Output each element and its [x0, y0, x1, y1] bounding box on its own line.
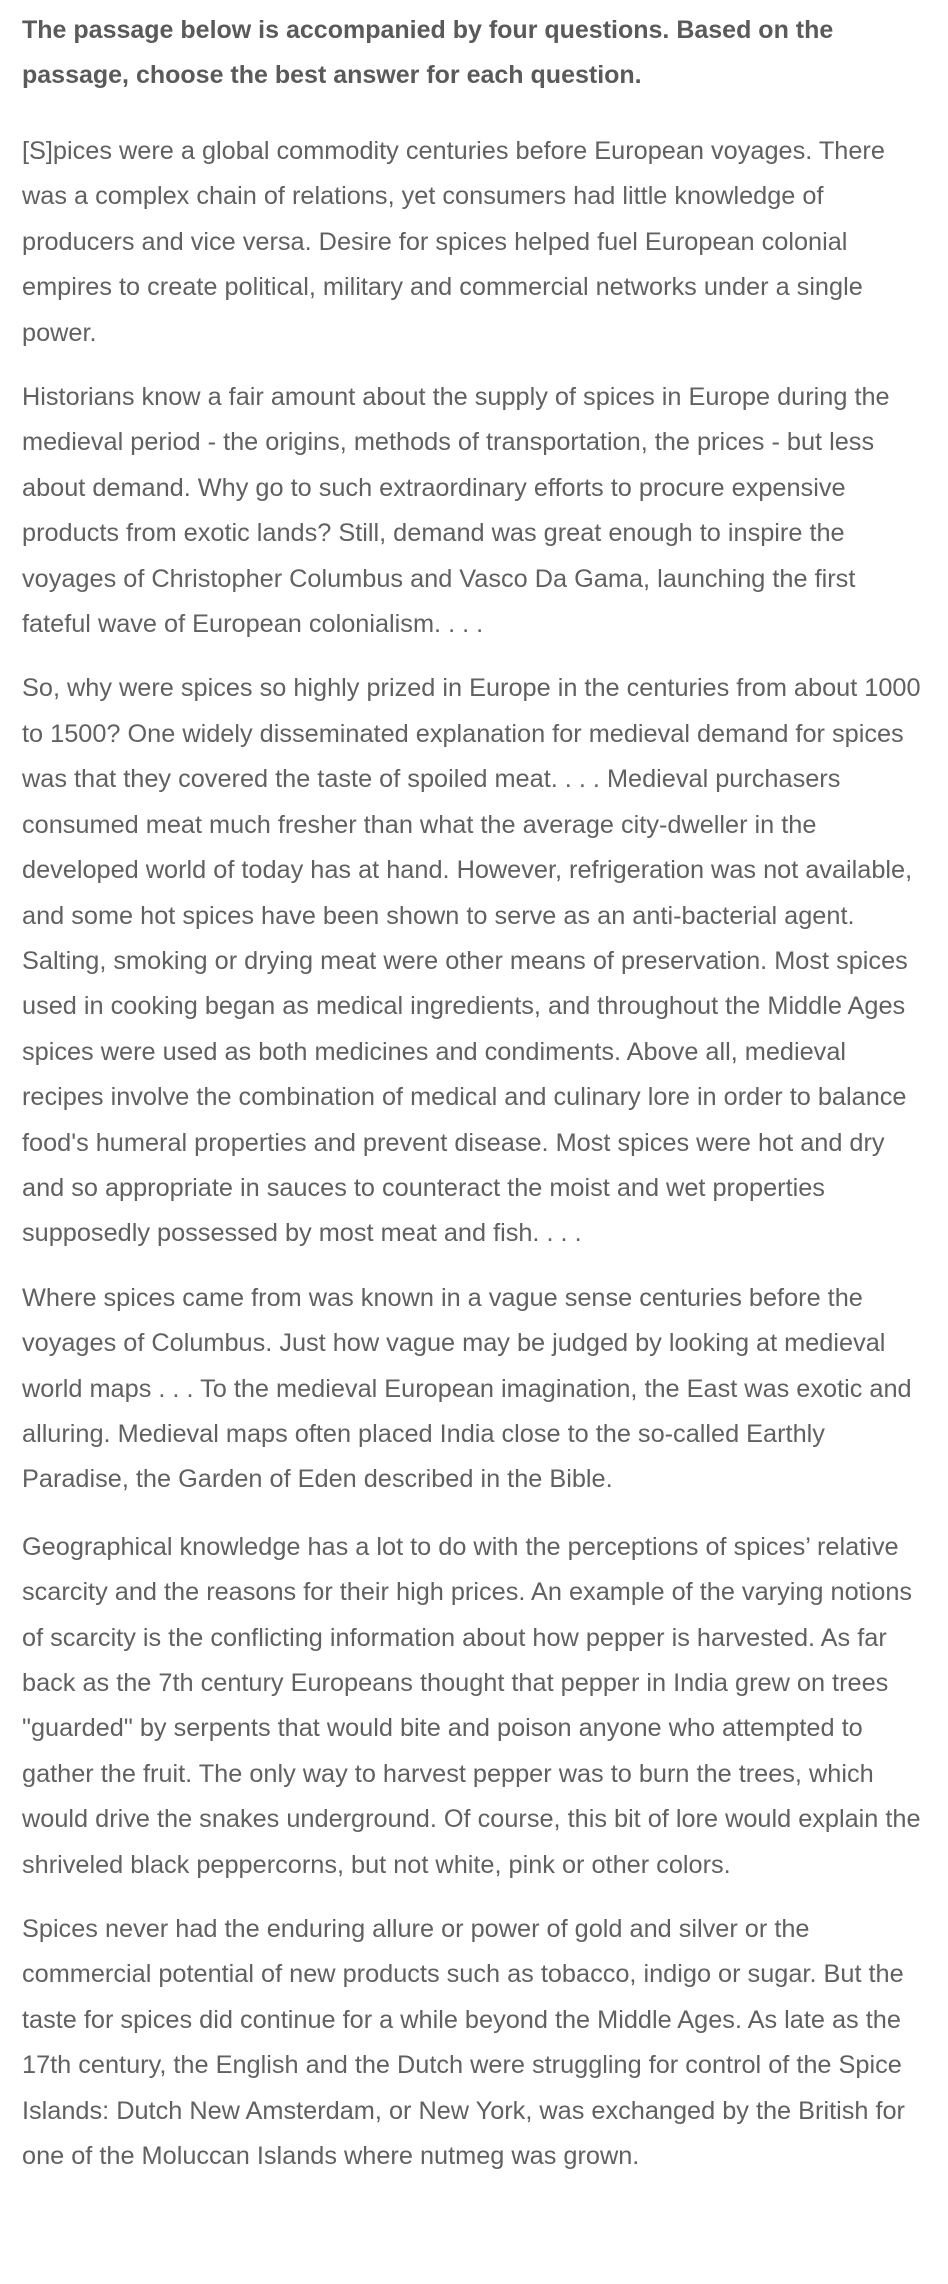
passage-paragraph-6: Spices never had the enduring allure or power of gold and silver or the commercial potential of new products such as tobacco, indigo or sugar. But the taste for spices did continue for a while beyond the Middle Ages. As late as the 17th century, the English and the Dutch were struggling for control of the Spice Islands: Dutch New Amsterdam, or New York, was exchanged by the British for one of the Moluccan Islands where nutmeg was grown. — [22, 1915, 905, 2171]
passage-paragraph-4: Where spices came from was known in a vague sense centuries before the voyages of Columbus. Just how vague may be judged by looking at medieval world maps . . . To the medieval European imagination, the East was exotic and alluring. Medieval maps often placed India close to the so-called Earthly Paradise, the Garden of Eden described in the Bible. — [22, 1283, 912, 1494]
passage-paragraph-1: [S]pices were a global commodity centuries before European voyages. There was a complex chain of relations, yet consumers had little knowledge of producers and vice versa. Desire for spices helped fuel European colonial empires to create political, military and commercial networks under a single power. — [22, 137, 885, 347]
passage-paragraph-5: Geographical knowledge has a lot to do with the perceptions of spices’ relative scarcity and the reasons for their high prices. An example of the varying notions of scarcity is the conflicting information about how pepper is harvested. As far back as the 7th century Europeans thought that pepper in India grew on trees "guarded" by serpents that would bite and poison anyone who attempted to gather the fruit. The only way to harvest pepper was to burn the trees, which would drive the snakes underground. Of course, this bit of lore would explain the shriveled black peppercorns, but not white, pink or other colors. — [22, 1532, 921, 1879]
passage-paragraph-3: So, why were spices so highly prized in Europe in the centuries from about 1000 to 1500? One widely disseminated explanation for medieval demand for spices was that they covered the taste of spoiled meat. . . . Medieval purchasers consumed meat much fresher than what the average city-dweller in the developed world of today has at hand. However, refrigeration was not available, and some hot spices have been shown to serve as an anti-bacterial agent. Salting, smoking or drying meat were other means of preservation. Most spices used in cooking began as medical ingredients, and throughout the Middle Ages spices were used as both medicines and condiments. Above all, medieval recipes involve the combination of medical and culinary lore in order to balance food's humeral properties and prevent disease. Most spices were hot and dry and so appropriate in sauces to counteract the moist and wet properties supposedly possessed by most meat and fish. . . . — [22, 674, 921, 1248]
passage — [22, 129, 926, 2179]
passage-paragraph-2: Historians know a fair amount about the supply of spices in Europe during the medieval period - the origins, methods of transportation, the prices - but less about demand. Why go to such extraordinary efforts to procure expensive products from exotic lands? Still, demand was great enough to inspire the voyages of Christopher Columbus and Vasco Da Gama, launching the first fateful wave of European colonialism. . . . — [22, 383, 890, 639]
instructions-text: The passage below is accompanied by four questions. Based on the passage, choose the best answer for each question. — [22, 16, 834, 89]
